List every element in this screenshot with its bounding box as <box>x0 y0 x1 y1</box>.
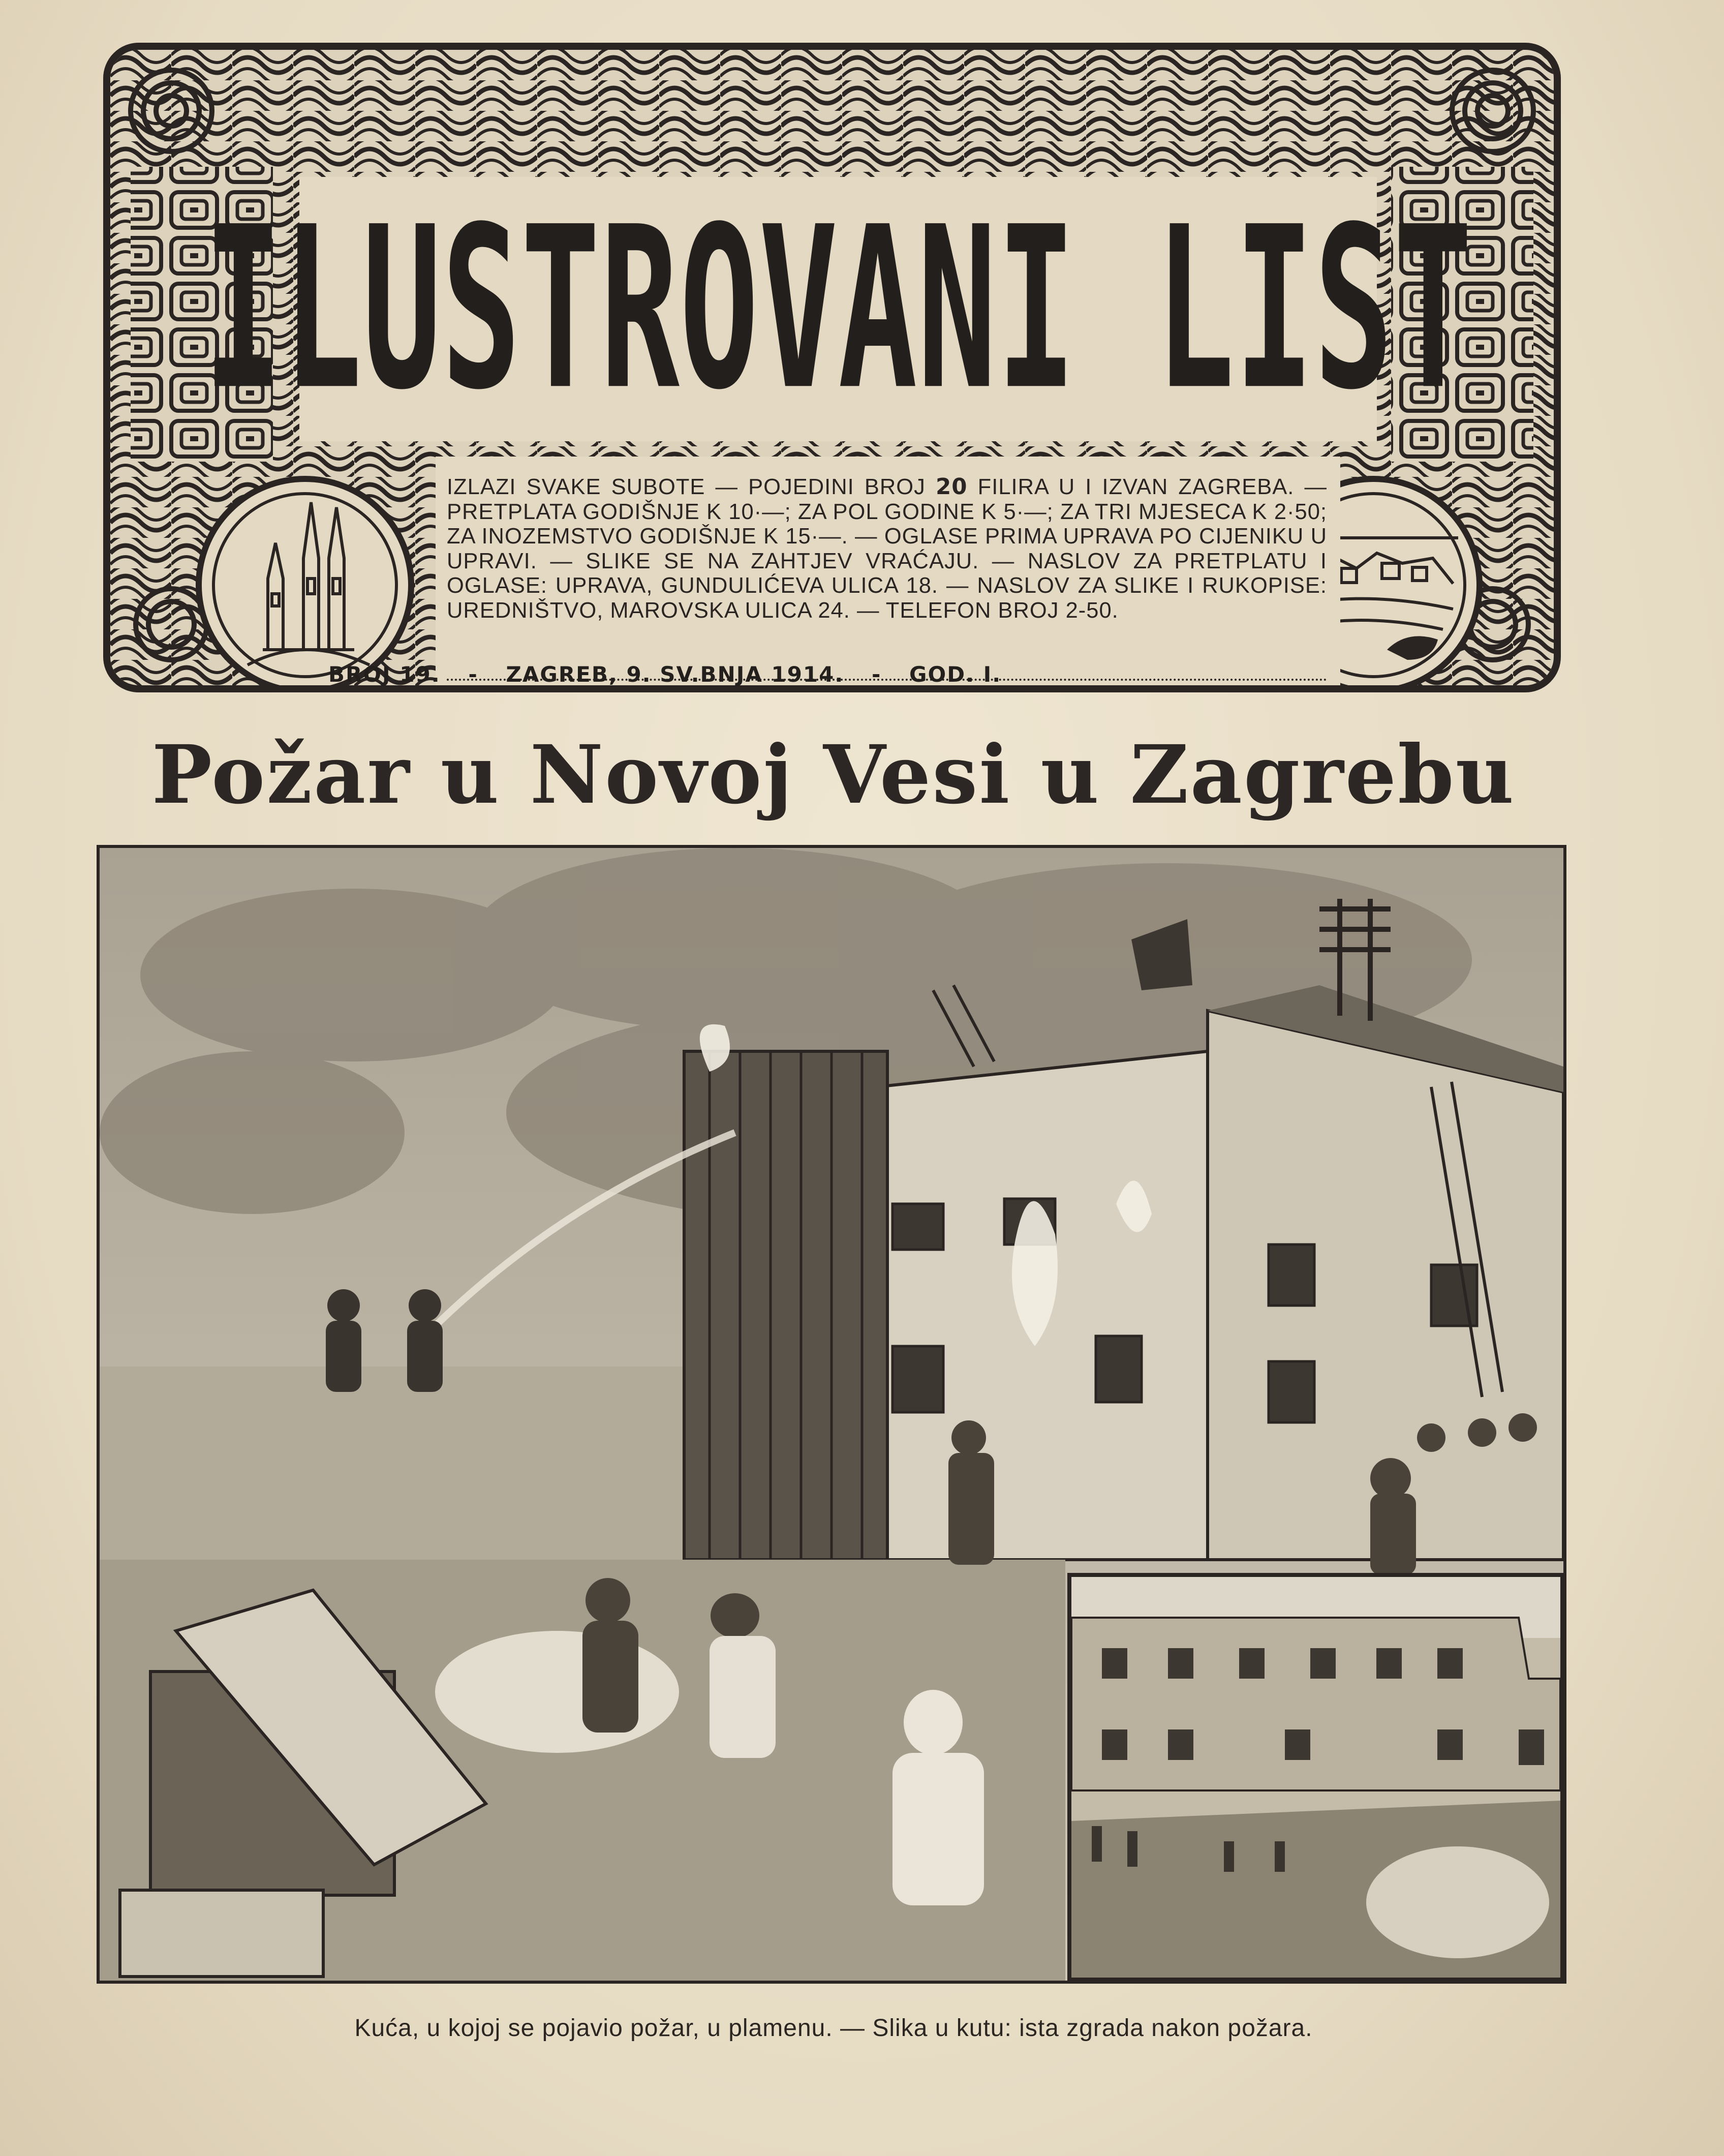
info-price: 20 <box>936 474 968 500</box>
subscription-info-panel <box>436 457 1340 690</box>
cathedral-icon <box>202 482 408 688</box>
inset-scene <box>1071 1577 1560 1978</box>
article-headline: Požar u Novoj Vesi u Zagrebu <box>151 728 1516 822</box>
issue-separator: - <box>871 662 882 687</box>
illustration-caption: Kuća, u kojoj se pojavio požar, u plamenu. — Slika u kutu: ista zgrada nakon požara. <box>354 2015 1313 2042</box>
issue-date: ZAGREB, 9. SV.BNJA 1914. <box>506 662 844 687</box>
inset-photo-after-fire <box>1067 1573 1564 1982</box>
masthead-title: ILUSTROVANI LIST <box>203 178 1473 439</box>
masthead <box>103 43 1561 692</box>
issue-separator: - <box>468 662 478 687</box>
subscription-info <box>447 475 1327 623</box>
fire-illustration <box>97 845 1566 1984</box>
title-panel <box>203 177 1473 441</box>
issue-year: GOD. I. <box>909 662 1002 687</box>
info-text-part: IZLAZI SVAKE SUBOTE — POJEDINI BROJ <box>447 475 936 499</box>
info-text-part: FILIRA U I IZVAN ZAGREBA. — PRETPLATA GODIŠNJE K 10·—; ZA POL GODINE K 5·—; ZA TRI MJESECA K 2·50; ZA INOZEMSTVO GODIŠNJE K 15·—. — OGLASE PRIMA UPRAVA PO CIJENIKU U UPRAVI. — SLIKE SE NA ZAHTJEV VRAĆAJU. — NASLOV ZA PRETPLATU I OGLASE: UPRAVA, GUNDULIĆEVA ULICA 18. — NASLOV ZA SLIKE I RUKOPISE: UREDNIŠTVO, MAROVSKA ULICA 24. — TELEFON BROJ 2-50. <box>447 475 1327 623</box>
issue-number: BROJ 19. <box>328 662 441 687</box>
cathedral-medallion <box>196 476 414 692</box>
issue-line <box>328 662 1233 687</box>
